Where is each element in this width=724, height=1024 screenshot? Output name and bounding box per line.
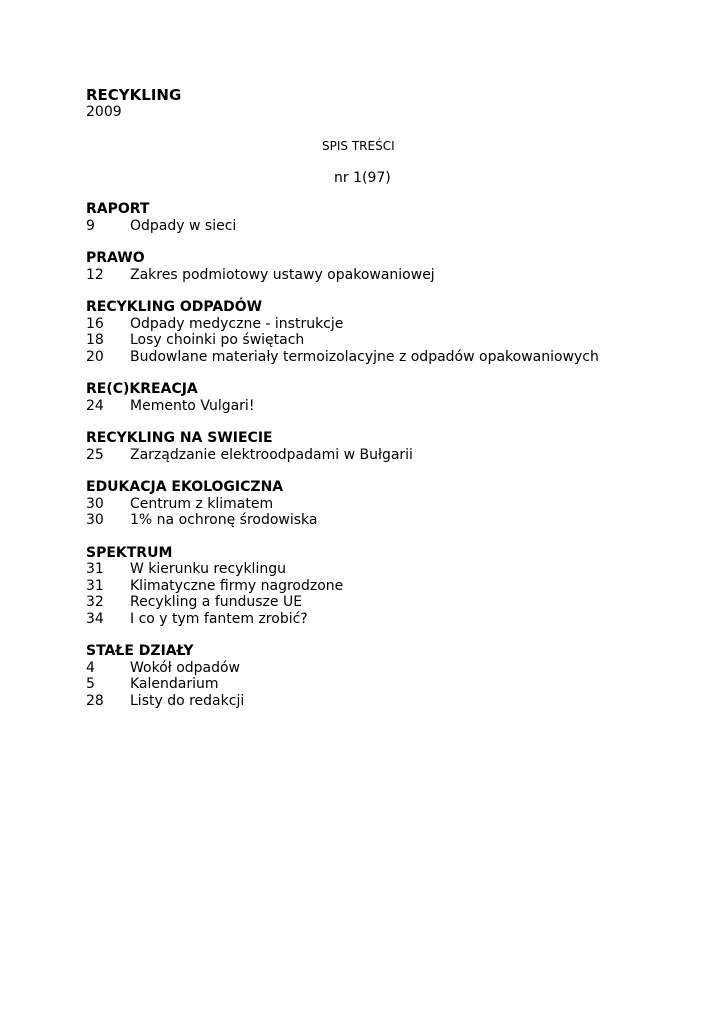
entry-title: Losy choinki po świętach (130, 332, 305, 348)
entry-title: Odpady medyczne - instrukcje (130, 315, 344, 332)
entry-page-number: 30 (86, 512, 104, 528)
toc-section (86, 250, 686, 283)
section-title: SPEKTRUM (86, 544, 173, 561)
issue-number: nr 1(97) (334, 170, 391, 186)
toc-entry (86, 660, 686, 677)
toc-entry (86, 218, 686, 235)
entry-page-number: 30 (86, 495, 104, 512)
entry-title: Memento Vulgari! (130, 397, 255, 414)
entry-page-number: 34 (86, 610, 104, 627)
entry-page-number: 12 (86, 266, 104, 283)
entry-title: Listy do redakcji (130, 692, 245, 709)
toc-heading: SPIS TREŚCI (322, 139, 395, 153)
section-title: RECYKLING NA SWIECIE (86, 430, 273, 446)
section-title: STAŁE DZIAŁY (86, 643, 194, 659)
magazine-year: 2009 (86, 104, 122, 120)
toc-entry (86, 693, 686, 710)
toc-entry (86, 611, 686, 628)
entry-page-number: 20 (86, 348, 104, 365)
section-title: RE(C)KREACJA (86, 381, 198, 397)
toc-entry (86, 332, 686, 349)
entry-page-number: 32 (86, 594, 104, 610)
toc-section (86, 299, 686, 365)
toc-section (86, 479, 686, 529)
entry-title: Centrum z klimatem (130, 495, 274, 512)
entry-page-number: 18 (86, 332, 104, 348)
section-title: PRAWO (86, 250, 145, 266)
entry-title: Kalendarium (130, 676, 219, 692)
entry-title: W kierunku recyklingu (130, 561, 286, 577)
entry-title: Odpady w sieci (130, 217, 237, 234)
toc-entry (86, 512, 686, 529)
toc-section (86, 430, 686, 463)
entry-title: Zakres podmiotowy ustawy opakowaniowej (130, 266, 435, 283)
toc-entry (86, 594, 686, 611)
entry-title: 1% na ochronę środowiska (130, 512, 318, 528)
toc-section (86, 545, 686, 628)
section-title: EDUKACJA EKOLOGICZNA (86, 479, 284, 495)
entry-page-number: 31 (86, 577, 104, 594)
entry-page-number: 9 (86, 217, 95, 234)
toc-entry (86, 676, 686, 693)
toc-entry (86, 398, 686, 415)
entry-title: Recykling a fundusze UE (130, 594, 303, 610)
entry-page-number: 16 (86, 315, 104, 332)
entry-title: Zarządzanie elektroodpadami w Bułgarii (130, 446, 413, 463)
toc-section (86, 201, 686, 234)
section-title: RECYKLING ODPADÓW (86, 299, 263, 315)
entry-title: Wokół odpadów (130, 659, 241, 676)
toc-entry (86, 496, 686, 513)
toc-entry (86, 349, 686, 366)
toc-section (86, 643, 686, 709)
entry-title: Klimatyczne firmy nagrodzone (130, 577, 344, 594)
entry-title: I co y tym fantem zrobić? (130, 610, 308, 627)
toc-section (86, 381, 686, 414)
table-of-contents (86, 201, 686, 725)
toc-entry (86, 316, 686, 333)
toc-entry (86, 267, 686, 284)
entry-page-number: 31 (86, 561, 104, 577)
entry-page-number: 24 (86, 397, 104, 414)
entry-page-number: 4 (86, 659, 95, 676)
entry-page-number: 25 (86, 446, 104, 463)
toc-entry (86, 561, 686, 578)
toc-entry (86, 447, 686, 464)
entry-page-number: 5 (86, 676, 95, 692)
entry-title: Budowlane materiały termoizolacyjne z odpadów opakowaniowych (130, 348, 599, 365)
section-title: RAPORT (86, 201, 150, 217)
entry-page-number: 28 (86, 692, 104, 709)
magazine-title: RECYKLING (86, 86, 182, 104)
toc-entry (86, 578, 686, 595)
